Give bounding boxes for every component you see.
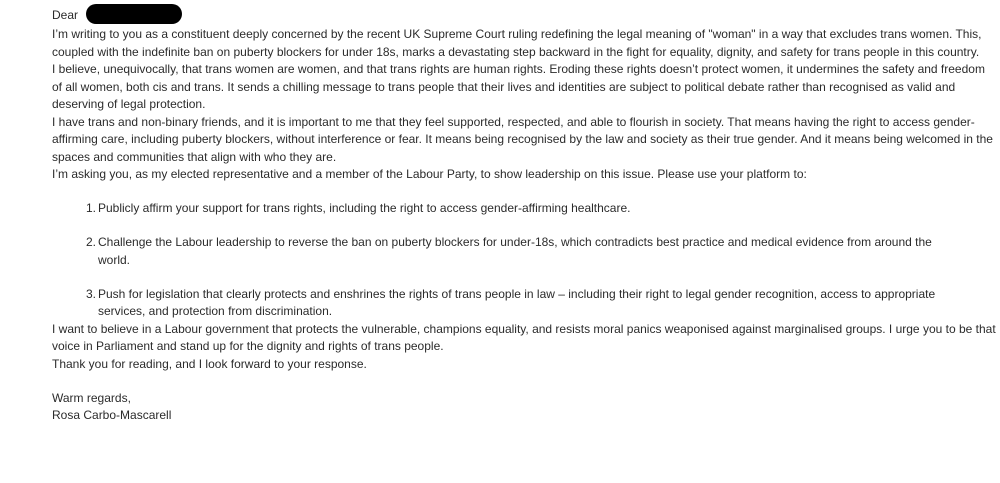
list-item xyxy=(52,234,966,269)
list-item xyxy=(52,200,966,218)
list-item-text: Push for legislation that clearly protects and enshrines the rights of trans people in law – including their right to legal gender recognition, access to appropriate services, and protection from discrimination. xyxy=(98,286,936,318)
list-item-number: 3. xyxy=(86,286,97,301)
list-item xyxy=(52,286,966,321)
salutation: Dear xyxy=(52,8,79,23)
email-body xyxy=(52,6,996,425)
paragraph-request-intro: I’m asking you, as my elected representative and a member of the Labour Party, to show leadership on this issue. Please use your platform to: xyxy=(52,167,807,181)
list-item-number: 2. xyxy=(86,235,97,249)
paragraph-labour-government: I want to believe in a Labour government that protects the vulnerable, champions equality, and resists moral panics weaponised against marginalised groups. I urge you to be that voice in Parliament and stand up for the dignity and rights of trans people. xyxy=(52,321,996,353)
paragraph-belief: I believe, unequivocally, that trans women are women, and that trans rights are human rights. Eroding these rights doesn’t protect women, it undermines the safety and freedom of all women, both cis and trans. It sends a chilling message to trans people that their lives and identities are subject to political debate rather than recognised as valid and deserving of legal protection. xyxy=(52,62,985,111)
signature-name: Rosa Carbo-Mascarell xyxy=(52,408,172,422)
paragraph-friends: I have trans and non-binary friends, and it is important to me that they feel supported, respected, and able to flourish in society. That means having the right to access gender-affirming care, including puberty blockers, without interference or fear. It means being recognised by the law and society as their true gender. And it means being welcomed in the spaces and communities that align with who they are. xyxy=(52,114,993,164)
request-list xyxy=(52,200,996,321)
paragraph-concern: I’m writing to you as a constituent deeply concerned by the recent UK Supreme Court ruling redefining the legal meaning of "woman" in a way that excludes trans women. This, coupled with the indefinite ban on puberty blockers for under 18s, marks a devastating step backward in the fight for equality, dignity, and safety for trans people in this country. xyxy=(52,27,982,59)
list-item-text: Challenge the Labour leadership to reverse the ban on puberty blockers for under-18s, which contradicts best practice and medical evidence from around the world. xyxy=(98,235,932,267)
paragraph-thanks: Thank you for reading, and I look forward to your response. xyxy=(52,356,367,371)
signoff: Warm regards, xyxy=(52,390,131,405)
salutation-line xyxy=(52,6,996,26)
signoff-block xyxy=(52,390,996,425)
redacted-recipient-name xyxy=(86,4,182,24)
list-item-number: 1. xyxy=(86,201,97,215)
list-item-text: Publicly affirm your support for trans rights, including the right to access gender-affirming healthcare. xyxy=(98,201,631,215)
